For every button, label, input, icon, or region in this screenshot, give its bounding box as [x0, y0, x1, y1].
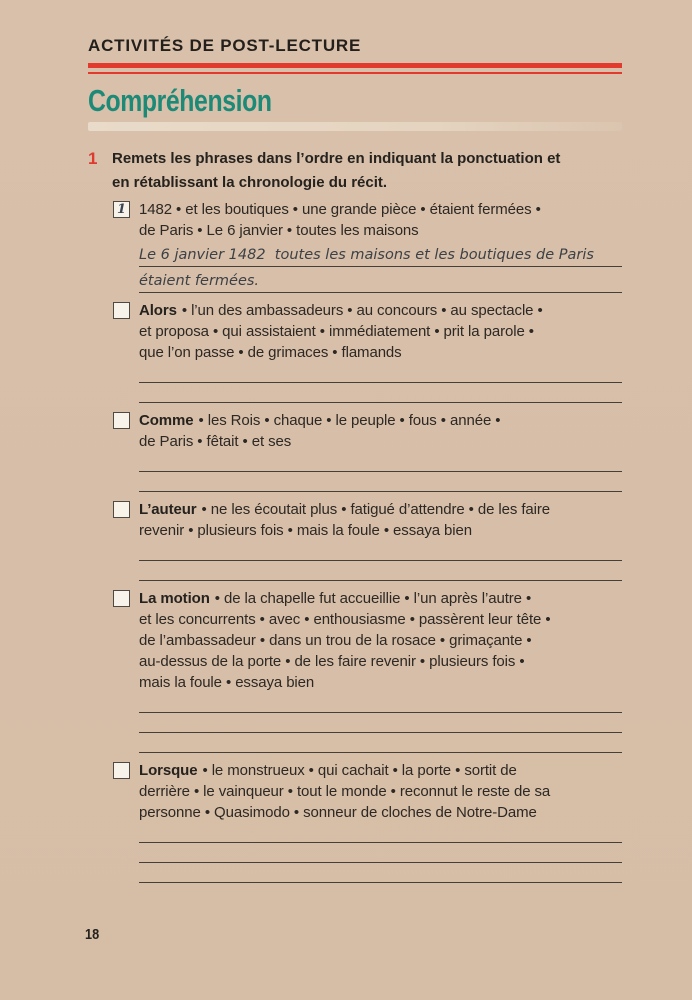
item-text: • l’un des ambassadeurs • au concours • au spectacle •	[181, 302, 543, 319]
item-body	[139, 588, 622, 753]
item-text: • le monstrueux • qui cachait • la porte • sortit de	[202, 762, 517, 779]
item-body	[139, 300, 622, 403]
item-body	[139, 760, 622, 883]
item-text-line: et proposa • qui assistaient • immédiatement • prit la parole •	[139, 323, 534, 340]
exercise-items	[88, 199, 622, 883]
subsection-title	[88, 83, 622, 118]
item-text-line: revenir • plusieurs fois • mais la foule • essaya bien	[139, 522, 473, 539]
item-lead-word: L’auteur	[139, 501, 197, 518]
item-text-line: personne • Quasimodo • sonneur de cloches de Notre-Dame	[139, 804, 537, 821]
item-text-line: au-dessus de la porte • de les faire revenir • plusieurs fois •	[139, 653, 525, 670]
exercise-item	[88, 300, 622, 403]
item-text-line	[139, 300, 622, 321]
answer-line[interactable]	[139, 561, 622, 581]
exercise-instruction	[112, 147, 560, 195]
answer-line[interactable]	[139, 843, 622, 863]
item-body	[139, 410, 622, 492]
answer-line[interactable]	[139, 541, 622, 561]
item-text-line: mais la foule • essaya bien	[139, 674, 315, 691]
item-text-line: de Paris • fêtait • et ses	[139, 433, 292, 450]
answer-line[interactable]	[139, 452, 622, 472]
highlight-bar	[88, 122, 622, 131]
item-text-line	[139, 199, 622, 220]
answer-line[interactable]: étaient fermées.	[139, 267, 622, 293]
exercise-item	[88, 199, 622, 293]
checkbox[interactable]	[113, 762, 130, 779]
page-number: 18	[85, 926, 100, 943]
item-text-line	[139, 410, 622, 431]
checkbox-mark: 1	[116, 202, 127, 217]
instruction-line: Remets les phrases dans l’ordre en indiquant la ponctuation et	[112, 150, 561, 167]
item-text-line	[139, 499, 622, 520]
item-body	[139, 499, 622, 581]
checkbox[interactable]	[113, 501, 130, 518]
item-text: • de la chapelle fut accueillie • l’un après l’autre •	[214, 590, 532, 607]
item-text-line: que l’on passe • de grimaces • flamands	[139, 344, 402, 361]
checkbox[interactable]	[113, 412, 130, 429]
answer-line[interactable]	[139, 733, 622, 753]
red-rule-thin	[88, 72, 622, 74]
item-text-line: de l’ambassadeur • dans un trou de la rosace • grimaçante •	[139, 632, 532, 649]
item-text-line: et les concurrents • avec • enthousiasme • passèrent leur tête •	[139, 611, 551, 628]
section-title: ACTIVITÉS DE POST-LECTURE	[88, 36, 362, 55]
item-text-line	[139, 760, 622, 781]
exercise-number: 1	[88, 149, 98, 168]
exercise-header	[88, 147, 622, 195]
exercise-item	[88, 499, 622, 581]
item-text-line	[139, 588, 622, 609]
item-text-line: derrière • le vainqueur • tout le monde • reconnut le reste de sa	[139, 783, 551, 800]
instruction-line: en rétablissant la chronologie du récit.	[112, 174, 388, 191]
answer-line[interactable]	[139, 863, 622, 883]
exercise-item	[88, 760, 622, 883]
checkbox[interactable]	[113, 302, 130, 319]
answer-line[interactable]	[139, 713, 622, 733]
item-text: • ne les écoutait plus • fatigué d’attendre • de les faire	[201, 501, 551, 518]
item-lead-word: La motion	[139, 590, 210, 607]
checkbox[interactable]	[113, 590, 130, 607]
item-body	[139, 199, 622, 293]
item-lead-word: Comme	[139, 412, 194, 429]
exercise-item	[88, 588, 622, 753]
item-text: 1482 • et les boutiques • une grande pièce • étaient fermées •	[139, 201, 541, 218]
item-lead-word: Lorsque	[139, 762, 198, 779]
answer-line[interactable]	[139, 693, 622, 713]
checkbox[interactable]	[113, 201, 130, 218]
answer-line[interactable]	[139, 383, 622, 403]
red-rule-thick	[88, 63, 622, 68]
item-text: • les Rois • chaque • le peuple • fous • année •	[198, 412, 501, 429]
subsection-title-text: Compréhension	[88, 83, 272, 118]
answer-line[interactable]	[139, 823, 622, 843]
exercise-item	[88, 410, 622, 492]
answer-line[interactable]	[139, 363, 622, 383]
answer-line[interactable]	[139, 472, 622, 492]
item-text-line: de Paris • Le 6 janvier • toutes les maisons	[139, 222, 419, 239]
item-lead-word: Alors	[139, 302, 177, 319]
answer-line[interactable]: Le 6 janvier 1482 toutes les maisons et les boutiques de Paris	[139, 241, 622, 267]
